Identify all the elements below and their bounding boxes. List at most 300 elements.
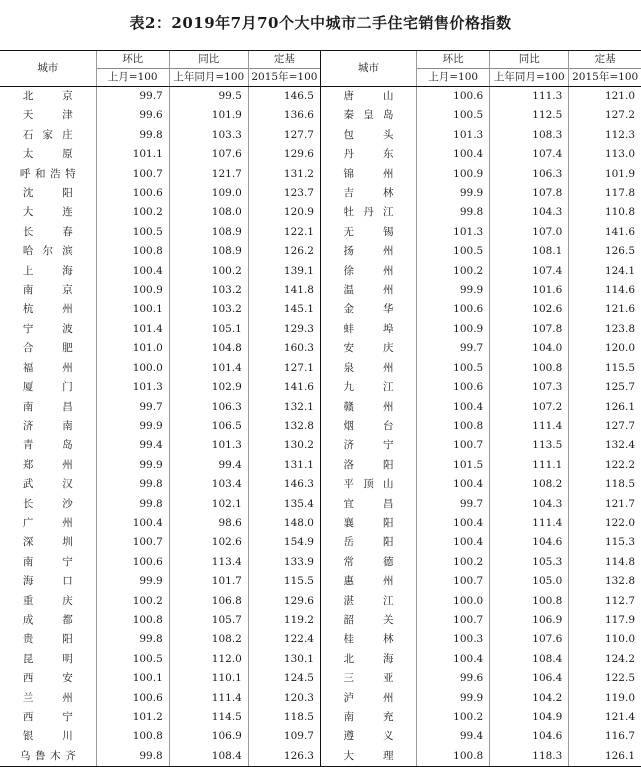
mom-value-right: 100.4 <box>417 145 490 164</box>
base-value-left: 123.7 <box>248 184 320 203</box>
yoy-value-left: 108.9 <box>169 223 248 242</box>
table-row <box>0 126 641 145</box>
base-value-right: 113.0 <box>569 145 641 164</box>
city-name: 哈尔滨 <box>22 245 73 258</box>
base-value-right: 123.8 <box>569 320 641 339</box>
city-cell-right <box>320 359 416 378</box>
mom-value-right: 100.0 <box>417 592 490 611</box>
city-name: 杭州 <box>22 303 73 316</box>
city-cell-right <box>320 650 416 669</box>
base-value-left: 115.5 <box>248 572 320 591</box>
yoy-value-left: 106.9 <box>169 727 248 746</box>
yoy-value-right: 107.3 <box>490 378 569 397</box>
city-cell-right <box>320 456 416 475</box>
city-name: 赣州 <box>343 400 394 413</box>
city-cell-left <box>0 378 96 397</box>
city-name: 长春 <box>22 225 73 238</box>
base-value-right: 141.6 <box>569 223 641 242</box>
city-cell-right <box>320 281 416 300</box>
column-subheader-yoy-right: 上年同月=100 <box>490 69 569 87</box>
city-cell-right <box>320 708 416 727</box>
yoy-value-right: 107.6 <box>490 630 569 649</box>
city-name: 大连 <box>22 206 73 219</box>
yoy-value-left: 106.5 <box>169 417 248 436</box>
city-cell-left <box>0 417 96 436</box>
base-value-right: 117.8 <box>569 184 641 203</box>
city-cell-right <box>320 378 416 397</box>
city-name: 九江 <box>343 381 394 394</box>
column-header-city-left: 城市 <box>0 51 96 87</box>
yoy-value-left: 108.4 <box>169 747 248 767</box>
city-cell-right <box>320 727 416 746</box>
yoy-value-right: 112.5 <box>490 106 569 125</box>
mom-value-right: 100.2 <box>417 708 490 727</box>
mom-value-left: 100.1 <box>96 669 169 688</box>
city-name: 南京 <box>22 284 73 297</box>
city-cell-left <box>0 533 96 552</box>
city-cell-right <box>320 514 416 533</box>
mom-value-left: 99.6 <box>96 106 169 125</box>
base-value-left: 126.3 <box>248 747 320 767</box>
mom-value-left: 100.6 <box>96 689 169 708</box>
city-cell-left <box>0 242 96 261</box>
base-value-right: 115.5 <box>569 359 641 378</box>
table-row <box>0 456 641 475</box>
mom-value-right: 100.6 <box>417 87 490 107</box>
city-cell-right <box>320 747 416 767</box>
yoy-value-left: 111.4 <box>169 689 248 708</box>
city-name: 大理 <box>343 749 394 762</box>
base-value-left: 146.5 <box>248 87 320 107</box>
base-value-right: 125.7 <box>569 378 641 397</box>
mom-value-left: 100.1 <box>96 300 169 319</box>
city-cell-left <box>0 184 96 203</box>
yoy-value-left: 109.0 <box>169 184 248 203</box>
mom-value-right: 101.3 <box>417 126 490 145</box>
base-value-left: 132.1 <box>248 398 320 417</box>
mom-value-left: 99.8 <box>96 630 169 649</box>
table-title: 表2：2019年7月70个大中城市二手住宅销售价格指数 <box>129 14 512 32</box>
yoy-value-left: 103.2 <box>169 281 248 300</box>
city-name: 蚌埠 <box>343 322 394 335</box>
yoy-value-left: 106.8 <box>169 592 248 611</box>
base-value-left: 141.6 <box>248 378 320 397</box>
yoy-value-left: 101.4 <box>169 359 248 378</box>
base-value-left: 124.5 <box>248 669 320 688</box>
city-name: 上海 <box>22 264 73 277</box>
mom-value-left: 101.3 <box>96 378 169 397</box>
city-name: 烟台 <box>343 419 394 432</box>
mom-value-left: 100.5 <box>96 223 169 242</box>
mom-value-left: 99.8 <box>96 495 169 514</box>
city-name: 秦皇岛 <box>343 109 394 122</box>
yoy-value-left: 98.6 <box>169 514 248 533</box>
city-name: 长沙 <box>22 497 73 510</box>
city-cell-right <box>320 398 416 417</box>
table-row <box>0 436 641 455</box>
table-body <box>0 87 641 767</box>
yoy-value-left: 105.7 <box>169 611 248 630</box>
base-value-right: 112.3 <box>569 126 641 145</box>
city-name: 兰州 <box>22 691 73 704</box>
table-row <box>0 203 641 222</box>
city-name: 银川 <box>22 730 73 743</box>
table-row <box>0 747 641 767</box>
column-subheader-mom-right: 上月=100 <box>417 69 490 87</box>
base-value-left: 135.4 <box>248 495 320 514</box>
yoy-value-right: 104.0 <box>490 339 569 358</box>
mom-value-left: 100.8 <box>96 611 169 630</box>
yoy-value-right: 108.3 <box>490 126 569 145</box>
city-cell-right <box>320 592 416 611</box>
yoy-value-right: 111.1 <box>490 456 569 475</box>
city-cell-right <box>320 126 416 145</box>
city-cell-left <box>0 747 96 767</box>
yoy-value-left: 108.2 <box>169 630 248 649</box>
city-name: 广州 <box>22 516 73 529</box>
table-row <box>0 281 641 300</box>
yoy-value-right: 113.5 <box>490 436 569 455</box>
table-row <box>0 708 641 727</box>
city-name: 重庆 <box>22 594 73 607</box>
yoy-value-left: 103.3 <box>169 126 248 145</box>
table-row <box>0 630 641 649</box>
base-value-left: 131.2 <box>248 165 320 184</box>
table-row <box>0 320 641 339</box>
city-cell-left <box>0 708 96 727</box>
table-row <box>0 417 641 436</box>
city-cell-right <box>320 669 416 688</box>
city-cell-left <box>0 145 96 164</box>
city-name: 宜昌 <box>343 497 394 510</box>
base-value-left: 154.9 <box>248 533 320 552</box>
city-cell-right <box>320 533 416 552</box>
column-header-mom-left: 环比 <box>96 51 169 69</box>
base-value-right: 124.1 <box>569 262 641 281</box>
city-name: 合肥 <box>22 342 73 355</box>
city-cell-right <box>320 611 416 630</box>
base-value-right: 101.9 <box>569 165 641 184</box>
city-cell-right <box>320 475 416 494</box>
table-row <box>0 242 641 261</box>
base-value-right: 122.2 <box>569 456 641 475</box>
base-value-right: 121.0 <box>569 87 641 107</box>
base-value-right: 126.1 <box>569 747 641 767</box>
table-row <box>0 514 641 533</box>
mom-value-left: 100.9 <box>96 281 169 300</box>
city-cell-left <box>0 165 96 184</box>
yoy-value-right: 108.2 <box>490 475 569 494</box>
base-value-right: 110.0 <box>569 630 641 649</box>
mom-value-right: 100.9 <box>417 165 490 184</box>
mom-value-right: 100.8 <box>417 417 490 436</box>
city-cell-left <box>0 727 96 746</box>
base-value-right: 121.4 <box>569 708 641 727</box>
base-value-right: 119.0 <box>569 689 641 708</box>
yoy-value-left: 105.1 <box>169 320 248 339</box>
mom-value-left: 99.9 <box>96 417 169 436</box>
city-cell-right <box>320 165 416 184</box>
base-value-right: 110.8 <box>569 203 641 222</box>
mom-value-right: 100.2 <box>417 262 490 281</box>
city-name: 吉林 <box>343 187 394 200</box>
base-value-right: 115.3 <box>569 533 641 552</box>
mom-value-right: 99.8 <box>417 203 490 222</box>
yoy-value-right: 106.4 <box>490 669 569 688</box>
city-cell-right <box>320 495 416 514</box>
mom-value-left: 101.4 <box>96 320 169 339</box>
yoy-value-right: 107.8 <box>490 320 569 339</box>
column-header-base-left: 定基 <box>248 51 320 69</box>
base-value-right: 122.5 <box>569 669 641 688</box>
base-value-right: 126.5 <box>569 242 641 261</box>
mom-value-right: 99.4 <box>417 727 490 746</box>
base-value-left: 132.8 <box>248 417 320 436</box>
table-row <box>0 262 641 281</box>
yoy-value-right: 104.3 <box>490 495 569 514</box>
mom-value-left: 100.7 <box>96 533 169 552</box>
city-name: 南宁 <box>22 555 73 568</box>
column-subheader-yoy-left: 上年同月=100 <box>169 69 248 87</box>
mom-value-right: 100.7 <box>417 611 490 630</box>
base-value-right: 117.9 <box>569 611 641 630</box>
base-value-left: 122.1 <box>248 223 320 242</box>
table-row <box>0 727 641 746</box>
yoy-value-left: 102.1 <box>169 495 248 514</box>
column-header-mom-right: 环比 <box>417 51 490 69</box>
city-cell-left <box>0 553 96 572</box>
yoy-value-left: 106.3 <box>169 398 248 417</box>
mom-value-left: 101.2 <box>96 708 169 727</box>
city-cell-left <box>0 592 96 611</box>
mom-value-right: 100.4 <box>417 475 490 494</box>
base-value-left: 146.3 <box>248 475 320 494</box>
base-value-left: 120.9 <box>248 203 320 222</box>
base-value-left: 127.7 <box>248 126 320 145</box>
city-name: 福州 <box>22 361 73 374</box>
city-name: 贵阳 <box>22 633 73 646</box>
mom-value-right: 100.4 <box>417 514 490 533</box>
yoy-value-right: 118.3 <box>490 747 569 767</box>
mom-value-left: 99.8 <box>96 747 169 767</box>
table-row <box>0 184 641 203</box>
city-cell-right <box>320 145 416 164</box>
yoy-value-left: 103.2 <box>169 300 248 319</box>
yoy-value-left: 99.5 <box>169 87 248 107</box>
mom-value-left: 99.7 <box>96 398 169 417</box>
column-subheader-base-left: 2015年=100 <box>248 69 320 87</box>
city-cell-left <box>0 320 96 339</box>
yoy-value-right: 108.1 <box>490 242 569 261</box>
base-value-left: 148.0 <box>248 514 320 533</box>
base-value-right: 122.0 <box>569 514 641 533</box>
mom-value-right: 100.4 <box>417 398 490 417</box>
city-name: 金华 <box>343 303 394 316</box>
mom-value-left: 100.4 <box>96 514 169 533</box>
mom-value-left: 100.8 <box>96 727 169 746</box>
mom-value-right: 100.8 <box>417 747 490 767</box>
yoy-value-left: 102.6 <box>169 533 248 552</box>
mom-value-right: 100.3 <box>417 630 490 649</box>
mom-value-left: 99.4 <box>96 436 169 455</box>
mom-value-left: 99.8 <box>96 126 169 145</box>
city-cell-right <box>320 87 416 107</box>
city-name: 太原 <box>22 148 73 161</box>
city-name: 韶关 <box>343 613 394 626</box>
base-value-left: 129.6 <box>248 592 320 611</box>
yoy-value-right: 105.0 <box>490 572 569 591</box>
city-name: 南充 <box>343 711 394 723</box>
city-cell-left <box>0 514 96 533</box>
city-cell-right <box>320 300 416 319</box>
yoy-value-right: 107.8 <box>490 184 569 203</box>
city-cell-left <box>0 495 96 514</box>
table-row <box>0 398 641 417</box>
city-name: 青岛 <box>22 439 73 452</box>
yoy-value-right: 106.3 <box>490 165 569 184</box>
city-cell-left <box>0 203 96 222</box>
mom-value-left: 100.7 <box>96 165 169 184</box>
city-name: 包头 <box>343 128 394 141</box>
mom-value-left: 101.1 <box>96 145 169 164</box>
yoy-value-left: 101.9 <box>169 106 248 125</box>
yoy-value-right: 100.8 <box>490 359 569 378</box>
mom-value-left: 99.8 <box>96 475 169 494</box>
yoy-value-left: 99.4 <box>169 456 248 475</box>
city-name: 扬州 <box>343 245 394 258</box>
city-cell-left <box>0 689 96 708</box>
city-name: 惠州 <box>343 575 394 588</box>
table-row <box>0 106 641 125</box>
table-row <box>0 650 641 669</box>
yoy-value-left: 108.0 <box>169 203 248 222</box>
city-cell-left <box>0 359 96 378</box>
city-name: 遵义 <box>343 730 394 743</box>
city-cell-right <box>320 262 416 281</box>
mom-value-left: 100.2 <box>96 203 169 222</box>
yoy-value-left: 112.0 <box>169 650 248 669</box>
yoy-value-right: 102.6 <box>490 300 569 319</box>
city-cell-left <box>0 126 96 145</box>
yoy-value-right: 101.6 <box>490 281 569 300</box>
mom-value-left: 100.0 <box>96 359 169 378</box>
city-name: 三亚 <box>343 672 394 685</box>
city-cell-right <box>320 630 416 649</box>
table-row <box>0 300 641 319</box>
city-cell-right <box>320 689 416 708</box>
city-name: 武汉 <box>22 478 73 491</box>
yoy-value-left: 121.7 <box>169 165 248 184</box>
yoy-value-left: 100.2 <box>169 262 248 281</box>
city-name: 湛江 <box>343 594 394 607</box>
yoy-value-left: 104.8 <box>169 339 248 358</box>
city-name: 温州 <box>343 284 394 297</box>
city-name: 平顶山 <box>343 478 394 491</box>
table-row <box>0 378 641 397</box>
column-header-yoy-left: 同比 <box>169 51 248 69</box>
yoy-value-right: 107.4 <box>490 262 569 281</box>
yoy-value-right: 105.3 <box>490 553 569 572</box>
base-value-left: 122.4 <box>248 630 320 649</box>
city-name: 锦州 <box>343 167 394 180</box>
yoy-value-right: 106.9 <box>490 611 569 630</box>
city-name: 丹东 <box>343 148 394 161</box>
city-name: 安庆 <box>343 342 394 355</box>
column-header-base-right: 定基 <box>569 51 641 69</box>
mom-value-right: 101.3 <box>417 223 490 242</box>
city-cell-left <box>0 106 96 125</box>
city-cell-right <box>320 106 416 125</box>
mom-value-right: 100.6 <box>417 300 490 319</box>
table-row <box>0 165 641 184</box>
price-index-table <box>0 50 641 767</box>
city-name: 济南 <box>22 419 73 432</box>
city-cell-right <box>320 339 416 358</box>
city-cell-left <box>0 475 96 494</box>
yoy-value-right: 111.4 <box>490 514 569 533</box>
city-name: 唐山 <box>343 90 394 102</box>
yoy-value-right: 107.2 <box>490 398 569 417</box>
yoy-value-right: 104.9 <box>490 708 569 727</box>
city-name: 岳阳 <box>343 536 394 549</box>
mom-value-left: 100.4 <box>96 262 169 281</box>
base-value-left: 133.9 <box>248 553 320 572</box>
city-cell-left <box>0 87 96 107</box>
city-name: 桂林 <box>343 633 394 646</box>
city-name: 呼和浩特 <box>19 167 76 180</box>
base-value-right: 132.8 <box>569 572 641 591</box>
yoy-value-right: 111.3 <box>490 87 569 107</box>
city-name: 乌鲁木齐 <box>19 749 76 762</box>
city-cell-right <box>320 184 416 203</box>
base-value-right: 132.4 <box>569 436 641 455</box>
mom-value-right: 100.5 <box>417 242 490 261</box>
mom-value-right: 99.7 <box>417 339 490 358</box>
base-value-right: 120.0 <box>569 339 641 358</box>
city-name: 宁波 <box>22 322 73 335</box>
city-name: 济宁 <box>343 439 394 452</box>
city-name: 石家庄 <box>22 128 73 141</box>
base-value-left: 109.7 <box>248 727 320 746</box>
base-value-right: 114.8 <box>569 553 641 572</box>
yoy-value-left: 103.4 <box>169 475 248 494</box>
table-header <box>0 51 641 87</box>
base-value-right: 124.2 <box>569 650 641 669</box>
table-row <box>0 87 641 107</box>
city-cell-left <box>0 398 96 417</box>
yoy-value-left: 102.9 <box>169 378 248 397</box>
city-name: 西宁 <box>22 711 73 723</box>
yoy-value-right: 104.6 <box>490 727 569 746</box>
mom-value-left: 100.6 <box>96 184 169 203</box>
yoy-value-right: 107.0 <box>490 223 569 242</box>
table-row <box>0 475 641 494</box>
base-value-right: 112.7 <box>569 592 641 611</box>
mom-value-right: 100.7 <box>417 436 490 455</box>
table-row <box>0 359 641 378</box>
base-value-left: 129.3 <box>248 320 320 339</box>
city-cell-left <box>0 669 96 688</box>
city-name: 深圳 <box>22 536 73 549</box>
column-header-city-right: 城市 <box>320 51 416 87</box>
city-name: 成都 <box>22 613 73 626</box>
table-row <box>0 223 641 242</box>
city-cell-right <box>320 242 416 261</box>
mom-value-right: 100.6 <box>417 378 490 397</box>
table-row <box>0 592 641 611</box>
mom-value-right: 99.9 <box>417 281 490 300</box>
base-value-left: 141.8 <box>248 281 320 300</box>
